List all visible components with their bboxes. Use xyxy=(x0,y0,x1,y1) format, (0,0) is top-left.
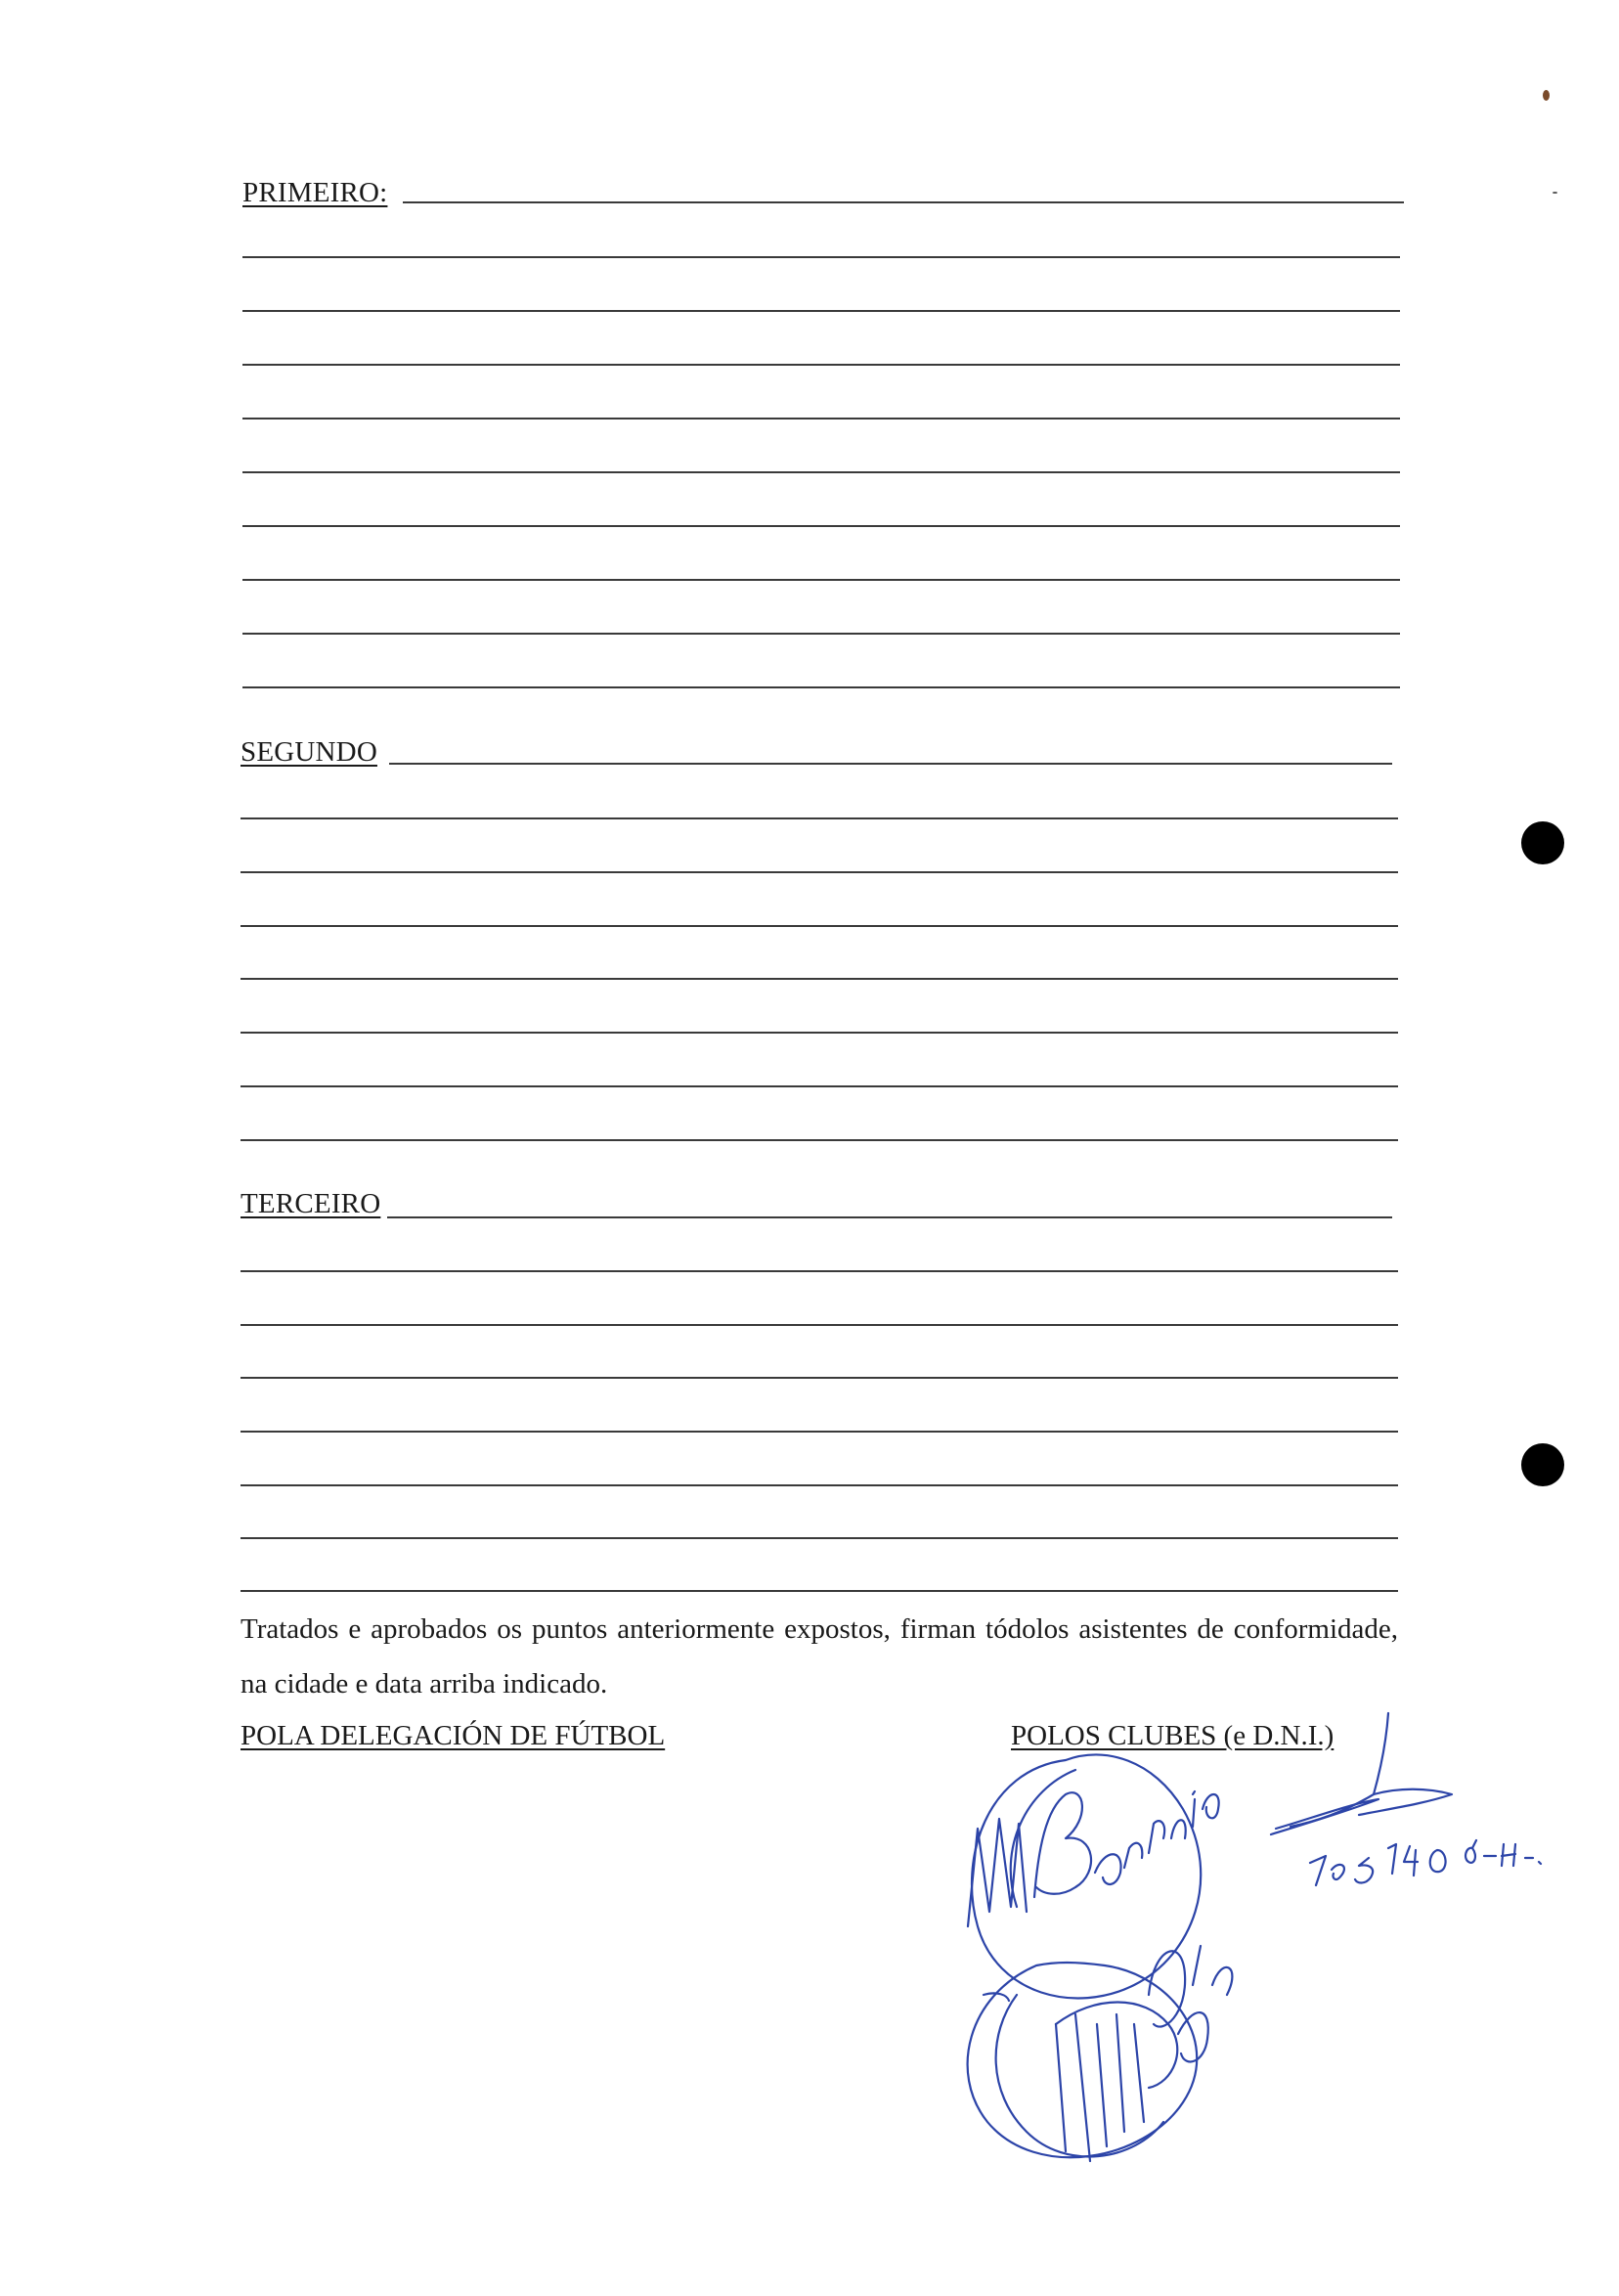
section-title-line xyxy=(403,201,1404,203)
writing-line xyxy=(241,817,1398,819)
punch-hole-top xyxy=(1521,821,1564,864)
section-label-segundo: SEGUNDO xyxy=(241,736,377,768)
scan-speck xyxy=(1553,192,1557,194)
writing-line xyxy=(242,579,1400,581)
writing-line xyxy=(241,1377,1398,1379)
writing-line xyxy=(242,256,1400,258)
writing-line xyxy=(242,525,1400,527)
writing-line xyxy=(241,1484,1398,1486)
writing-line xyxy=(241,978,1398,980)
writing-line xyxy=(242,310,1400,312)
section-title-line xyxy=(387,1216,1392,1218)
writing-line xyxy=(242,633,1400,635)
writing-line xyxy=(241,1085,1398,1087)
signature-label-clubes: POLOS CLUBES (e D.N.I.) xyxy=(1011,1720,1335,1751)
closing-paragraph: Tratados e aprobados os puntos anteriormente expostos, firman tódolos asistentes de conformidade, na cidade e data arriba indicado. xyxy=(241,1613,1398,1700)
handwritten-signatures xyxy=(929,1701,1613,2230)
punch-hole-bottom xyxy=(1521,1443,1564,1486)
section-label-terceiro: TERCEIRO xyxy=(241,1188,381,1219)
writing-line xyxy=(241,871,1398,873)
writing-line xyxy=(242,364,1400,366)
signature-label-delegacion: POLA DELEGACIÓN DE FÚTBOL xyxy=(241,1720,666,1751)
section-title-line xyxy=(389,763,1392,765)
scan-speck xyxy=(1543,90,1550,101)
section-label-primeiro: PRIMEIRO: xyxy=(242,177,388,208)
writing-line xyxy=(241,1032,1398,1034)
writing-line xyxy=(242,471,1400,473)
writing-line xyxy=(242,418,1400,419)
writing-line xyxy=(241,1590,1398,1592)
writing-line xyxy=(241,1270,1398,1272)
writing-line xyxy=(241,1324,1398,1326)
writing-line xyxy=(241,1537,1398,1539)
writing-line xyxy=(241,925,1398,927)
writing-line xyxy=(242,686,1400,688)
writing-line xyxy=(241,1139,1398,1141)
writing-line xyxy=(241,1431,1398,1433)
